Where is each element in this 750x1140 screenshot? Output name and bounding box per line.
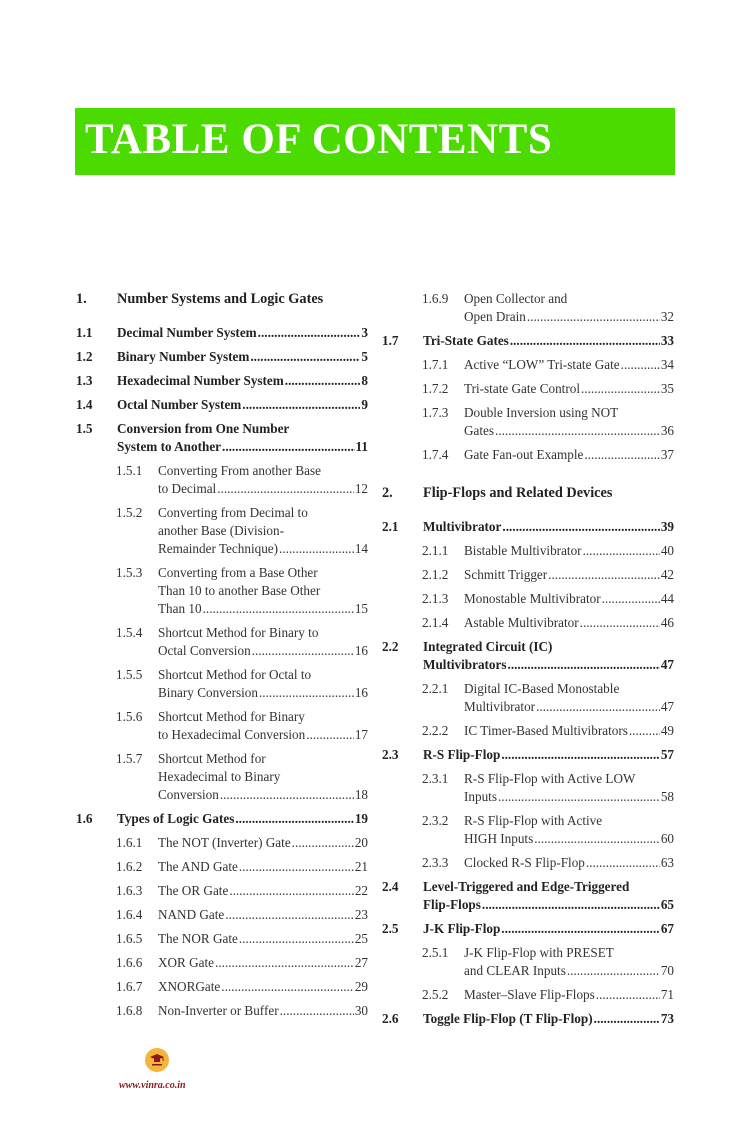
entry-title <box>423 518 674 536</box>
entry-number: 2. <box>382 485 393 501</box>
entry-title <box>117 420 368 456</box>
dot-leader <box>580 614 660 632</box>
entry-number: 1.5.1 <box>116 463 143 478</box>
entry-title <box>464 680 674 716</box>
entry-number: 1.6 <box>76 811 93 826</box>
entry-number: 1.3 <box>76 373 93 388</box>
entry-title <box>464 380 674 398</box>
dot-leader <box>203 600 354 618</box>
toc-entry-sub[interactable] <box>76 858 368 876</box>
dot-leader <box>621 356 660 374</box>
entry-title <box>464 854 674 872</box>
entry-title-line: another Base (Division- <box>158 523 284 538</box>
page-number: 34 <box>660 357 674 372</box>
entry-title-line: Binary Number System <box>117 349 250 364</box>
entry-title <box>158 504 368 558</box>
entry-number: 1.6.2 <box>116 859 143 874</box>
entry-title-line: Than 10 <box>158 601 202 616</box>
page-number: 49 <box>660 723 674 738</box>
entry-title-line: Active “LOW” Tri-state Gate <box>464 357 620 372</box>
entry-title-line: Non-Inverter or Buffer <box>158 1003 279 1018</box>
page-number: 57 <box>660 747 674 762</box>
entry-title <box>464 986 674 1004</box>
dot-leader <box>536 698 660 716</box>
page-number: 19 <box>354 811 368 826</box>
entry-number: 1.7.2 <box>422 381 449 396</box>
entry-number: 1.7.1 <box>422 357 449 372</box>
entry-number: 2.5 <box>382 921 399 936</box>
toc-entry-section[interactable] <box>76 324 368 342</box>
page-number: 18 <box>354 787 368 802</box>
dot-leader <box>222 438 355 456</box>
entry-number: 2.3.3 <box>422 855 449 870</box>
toc-entry-section[interactable] <box>382 518 674 536</box>
toc-entry-sub[interactable] <box>76 1002 368 1020</box>
toc-entry-section[interactable] <box>382 746 674 764</box>
toc-entry-sub[interactable] <box>382 986 674 1004</box>
entry-title-line: Level-Triggered and Edge-Triggered <box>423 879 630 894</box>
dot-leader <box>534 830 660 848</box>
toc-entry-section[interactable] <box>76 810 368 828</box>
dot-leader <box>258 324 361 342</box>
entry-title-line: Monostable Multivibrator <box>464 591 601 606</box>
page-number: 3 <box>361 325 368 340</box>
entry-number: 1.6.8 <box>116 1003 143 1018</box>
page-number: 37 <box>660 447 674 462</box>
entry-title-line: Shortcut Method for Octal to <box>158 667 312 682</box>
entry-title-line: HIGH Inputs <box>464 831 534 846</box>
dot-leader <box>280 1002 354 1020</box>
entry-number: 1.5.6 <box>116 709 143 724</box>
entry-number: 2.3.1 <box>422 771 449 786</box>
dot-leader <box>285 372 361 390</box>
entry-title-line: IC Timer-Based Multivibrators <box>464 723 628 738</box>
entry-title <box>423 746 674 764</box>
entry-title-line: Types of Logic Gates <box>117 811 235 826</box>
dot-leader <box>292 834 354 852</box>
dot-leader <box>279 540 354 558</box>
entry-title-line: Flip-Flops <box>423 897 481 912</box>
entry-number: 2.6 <box>382 1011 399 1026</box>
dot-leader <box>510 332 660 350</box>
entry-title <box>423 332 674 350</box>
page-number: 46 <box>660 615 674 630</box>
entry-title-line: Gate Fan-out Example <box>464 447 584 462</box>
page-number: 36 <box>660 423 674 438</box>
entry-title-line: Remainder Technique) <box>158 541 279 556</box>
entry-title-line: Octal Number System <box>117 397 242 412</box>
entry-title <box>423 920 674 938</box>
toc-entry-section[interactable] <box>382 1010 674 1028</box>
toc-entry-sub[interactable] <box>76 882 368 900</box>
toc-entry-sub[interactable] <box>76 564 368 618</box>
entry-number: 1.7 <box>382 333 399 348</box>
entry-title-line: XNORGate <box>158 979 221 994</box>
dot-leader <box>501 746 660 764</box>
entry-title <box>464 446 674 464</box>
entry-title-line: Multivibrator <box>464 699 536 714</box>
entry-title <box>464 812 674 848</box>
toc-entry-sub[interactable] <box>382 356 674 374</box>
entry-title-line: The AND Gate <box>158 859 238 874</box>
page-number: 5 <box>361 349 368 364</box>
toc-entry-sub[interactable] <box>382 380 674 398</box>
entry-title-line: Gates <box>464 423 495 438</box>
entry-title <box>464 590 674 608</box>
dot-leader <box>508 656 660 674</box>
toc-entry-sub[interactable] <box>382 590 674 608</box>
dot-leader <box>259 684 354 702</box>
toc-entry-sub[interactable] <box>382 770 674 806</box>
entry-number: 1.6.3 <box>116 883 143 898</box>
entry-title-line: R-S Flip-Flop <box>423 747 501 762</box>
entry-title <box>423 484 674 502</box>
entry-title <box>464 770 674 806</box>
entry-title-line: Double Inversion using NOT <box>464 405 619 420</box>
page-number: 70 <box>660 963 674 978</box>
entry-title <box>423 1010 674 1028</box>
toc-entry-section[interactable] <box>382 878 674 914</box>
page-number: 30 <box>354 1003 368 1018</box>
entry-title <box>158 954 368 972</box>
toc-entry-sub[interactable] <box>76 666 368 702</box>
dot-leader <box>250 348 360 366</box>
toc-entry-section[interactable] <box>76 348 368 366</box>
toc-entry-sub[interactable] <box>382 542 674 560</box>
entry-title-line: Converting From another Base <box>158 463 321 478</box>
entry-number: 1.4 <box>76 397 93 412</box>
toc-entry-sub[interactable] <box>76 624 368 660</box>
dot-leader <box>229 882 354 900</box>
dot-leader <box>501 920 660 938</box>
dot-leader <box>252 642 354 660</box>
entry-title-line: R-S Flip-Flop with Active <box>464 813 603 828</box>
entry-title-line: Inputs <box>464 789 497 804</box>
toc-entry-section[interactable] <box>76 420 368 456</box>
dot-leader <box>242 396 360 414</box>
dot-leader <box>217 480 354 498</box>
toc-entry-section[interactable] <box>382 920 674 938</box>
entry-title <box>158 624 368 660</box>
entry-title <box>464 404 674 440</box>
entry-title-line: Multivibrator <box>423 519 502 534</box>
entry-title-line: Bistable Multivibrator <box>464 543 582 558</box>
dot-leader <box>215 954 354 972</box>
entry-number: 1.6.1 <box>116 835 143 850</box>
entry-title-line: Schmitt Trigger <box>464 567 548 582</box>
entry-title-line: Than 10 to another Base Other <box>158 583 321 598</box>
entry-number: 2.2.2 <box>422 723 449 738</box>
page-number: 17 <box>354 727 368 742</box>
toc-entry-sub[interactable] <box>382 290 674 326</box>
dot-leader <box>584 446 659 464</box>
entry-title-line: Decimal Number System <box>117 325 257 340</box>
toc-entry-section[interactable] <box>76 372 368 390</box>
toc-entry-sub[interactable] <box>76 906 368 924</box>
entry-title-line: and CLEAR Inputs <box>464 963 566 978</box>
entry-number: 2.1.3 <box>422 591 449 606</box>
entry-number: 1.1 <box>76 325 93 340</box>
entry-title-line: Number Systems and Logic Gates <box>117 291 324 307</box>
toc-entry-sub[interactable] <box>382 566 674 584</box>
dot-leader <box>586 854 660 872</box>
entry-title <box>158 858 368 876</box>
entry-title-line: Converting from a Base Other <box>158 565 318 580</box>
dot-leader <box>502 518 659 536</box>
page-number: 60 <box>660 831 674 846</box>
entry-number: 2.1.4 <box>422 615 449 630</box>
toc-entry-sub[interactable] <box>76 462 368 498</box>
dot-leader <box>527 308 660 326</box>
entry-title <box>423 638 674 674</box>
entry-title-line: Tri-State Gates <box>423 333 509 348</box>
toc-entry-section[interactable] <box>76 396 368 414</box>
entry-title <box>464 944 674 980</box>
website-url[interactable]: www.vinra.co.in <box>119 1080 186 1091</box>
dot-leader <box>495 422 660 440</box>
dot-leader <box>225 906 354 924</box>
page-number: 33 <box>660 333 674 348</box>
entry-title-line: Conversion from One Number <box>117 421 290 436</box>
entry-title <box>464 542 674 560</box>
entry-title-line: Tri-state Gate Control <box>464 381 580 396</box>
toc-entry-section[interactable] <box>382 638 674 674</box>
entry-number: 2.5.2 <box>422 987 449 1002</box>
toc-entry-chapter[interactable] <box>76 290 368 308</box>
entry-number: 1.6.5 <box>116 931 143 946</box>
dot-leader <box>594 1010 660 1028</box>
entry-title-line: NAND Gate <box>158 907 225 922</box>
entry-number: 1.7.3 <box>422 405 449 420</box>
toc-entry-sub[interactable] <box>76 750 368 804</box>
page-number: 71 <box>660 987 674 1002</box>
page-number: 22 <box>354 883 368 898</box>
entry-title-line: Hexadecimal to Binary <box>158 769 281 784</box>
entry-title <box>158 666 368 702</box>
toc-entry-sub[interactable] <box>382 722 674 740</box>
toc-entry-sub[interactable] <box>76 954 368 972</box>
page-number: 73 <box>660 1011 674 1026</box>
entry-title-line: Binary Conversion <box>158 685 258 700</box>
entry-title-line: Multivibrators <box>423 657 507 672</box>
entry-title <box>158 906 368 924</box>
page-number: 14 <box>354 541 368 556</box>
entry-title-line: Flip-Flops and Related Devices <box>423 485 613 501</box>
entry-number: 2.5.1 <box>422 945 449 960</box>
toc-entry-sub[interactable] <box>76 708 368 744</box>
entry-title-line: Integrated Circuit (IC) <box>423 639 553 654</box>
entry-title-line: J-K Flip-Flop with PRESET <box>464 945 614 960</box>
toc-entry-sub[interactable] <box>76 834 368 852</box>
dot-leader <box>581 380 660 398</box>
entry-title <box>423 878 674 914</box>
entry-title <box>464 290 674 326</box>
title-banner <box>75 108 675 175</box>
entry-title <box>464 566 674 584</box>
dot-leader <box>602 590 660 608</box>
entry-number: 2.1.2 <box>422 567 449 582</box>
entry-number: 1.7.4 <box>422 447 449 462</box>
entry-number: 1.5.7 <box>116 751 143 766</box>
entry-title <box>464 614 674 632</box>
entry-number: 2.3 <box>382 747 399 762</box>
entry-title <box>117 810 368 828</box>
entry-title <box>158 1002 368 1020</box>
toc-entry-sub[interactable] <box>76 978 368 996</box>
dot-leader <box>596 986 660 1004</box>
entry-title-line: Open Drain <box>464 309 526 324</box>
page-number: 23 <box>354 907 368 922</box>
toc-entry-chapter[interactable] <box>382 484 674 502</box>
entry-title-line: The OR Gate <box>158 883 229 898</box>
page-number: 25 <box>354 931 368 946</box>
entry-number: 1.5.2 <box>116 505 143 520</box>
entry-title-line: The NOT (Inverter) Gate <box>158 835 291 850</box>
dot-leader <box>239 930 354 948</box>
entry-title <box>117 324 368 342</box>
page-number: 11 <box>355 439 368 454</box>
toc-entry-sub[interactable] <box>382 446 674 464</box>
entry-title <box>464 722 674 740</box>
page-number: 8 <box>361 373 368 388</box>
page-number: 27 <box>354 955 368 970</box>
graduation-cap-icon <box>145 1048 169 1072</box>
dot-leader <box>221 978 354 996</box>
entry-title-line: Shortcut Method for Binary to <box>158 625 319 640</box>
dot-leader <box>306 726 354 744</box>
dot-leader <box>482 896 660 914</box>
toc-entry-sub[interactable] <box>382 680 674 716</box>
page-number: 16 <box>354 643 368 658</box>
entry-title <box>158 708 368 744</box>
entry-title-line: Clocked R-S Flip-Flop <box>464 855 585 870</box>
entry-title-line: Toggle Flip-Flop (T Flip-Flop) <box>423 1011 593 1026</box>
entry-title <box>117 372 368 390</box>
toc-right-column <box>382 290 674 1034</box>
entry-number: 1.5.3 <box>116 565 143 580</box>
toc-entry-sub[interactable] <box>382 854 674 872</box>
entry-title-line: Master–Slave Flip-Flops <box>464 987 595 1002</box>
entry-title-line: Conversion <box>158 787 219 802</box>
entry-title <box>158 882 368 900</box>
entry-number: 1.6.7 <box>116 979 143 994</box>
toc-entry-section[interactable] <box>382 332 674 350</box>
entry-number: 1.5.5 <box>116 667 143 682</box>
entry-title-line: Hexadecimal Number System <box>117 373 284 388</box>
entry-title-line: Open Collector and <box>464 291 568 306</box>
page-number: 15 <box>354 601 368 616</box>
entry-number: 1.6.9 <box>422 291 449 306</box>
toc-entry-sub[interactable] <box>382 614 674 632</box>
toc-entry-sub[interactable] <box>382 404 674 440</box>
entry-title-line: R-S Flip-Flop with Active LOW <box>464 771 636 786</box>
toc-entry-sub[interactable] <box>382 944 674 980</box>
page-number: 35 <box>660 381 674 396</box>
page-number: 39 <box>660 519 674 534</box>
dot-leader <box>239 858 354 876</box>
page-number: 32 <box>660 309 674 324</box>
entry-title-line: to Hexadecimal Conversion <box>158 727 306 742</box>
entry-title <box>464 356 674 374</box>
entry-title-line: XOR Gate <box>158 955 215 970</box>
page-number: 67 <box>660 921 674 936</box>
entry-title-line: Shortcut Method for Binary <box>158 709 305 724</box>
entry-title-line: to Decimal <box>158 481 217 496</box>
page-number: 16 <box>354 685 368 700</box>
entry-number: 1. <box>76 291 87 307</box>
entry-number: 1.6.6 <box>116 955 143 970</box>
entry-number: 2.1.1 <box>422 543 449 558</box>
entry-title <box>158 834 368 852</box>
entry-number: 1.6.4 <box>116 907 143 922</box>
page-number: 58 <box>660 789 674 804</box>
entry-title-line: Astable Multivibrator <box>464 615 579 630</box>
entry-title <box>117 396 368 414</box>
dot-leader <box>498 788 660 806</box>
entry-title <box>158 750 368 804</box>
page-title: TABLE OF CONTENTS <box>85 116 553 163</box>
entry-title <box>158 564 368 618</box>
entry-number: 1.5.4 <box>116 625 143 640</box>
dot-leader <box>220 786 354 804</box>
page-number: 47 <box>660 699 674 714</box>
entry-title-line: Digital IC-Based Monostable <box>464 681 620 696</box>
entry-title <box>117 348 368 366</box>
entry-number: 1.5 <box>76 421 93 436</box>
toc-entry-sub[interactable] <box>382 812 674 848</box>
entry-title-line: System to Another <box>117 439 222 454</box>
page-number: 63 <box>660 855 674 870</box>
entry-title-line: The NOR Gate <box>158 931 238 946</box>
page-number: 44 <box>660 591 674 606</box>
dot-leader <box>235 810 353 828</box>
page-number: 9 <box>361 397 368 412</box>
dot-leader <box>548 566 660 584</box>
entry-title <box>158 462 368 498</box>
entry-title <box>158 978 368 996</box>
entry-number: 2.2.1 <box>422 681 449 696</box>
page-number: 65 <box>660 897 674 912</box>
page-number: 21 <box>354 859 368 874</box>
page-number: 12 <box>354 481 368 496</box>
toc-entry-sub[interactable] <box>76 930 368 948</box>
entry-number: 2.1 <box>382 519 399 534</box>
toc-entry-sub[interactable] <box>76 504 368 558</box>
entry-title <box>158 930 368 948</box>
toc-left-column <box>76 290 368 1026</box>
page-number: 42 <box>660 567 674 582</box>
entry-title <box>117 290 368 308</box>
entry-number: 2.2 <box>382 639 399 654</box>
entry-title-line: J-K Flip-Flop <box>423 921 501 936</box>
page-number: 47 <box>660 657 674 672</box>
dot-leader <box>567 962 660 980</box>
entry-number: 2.3.2 <box>422 813 449 828</box>
page-number: 40 <box>660 543 674 558</box>
entry-number: 2.4 <box>382 879 399 894</box>
entry-number: 1.2 <box>76 349 93 364</box>
entry-title-line: Shortcut Method for <box>158 751 266 766</box>
entry-title-line: Converting from Decimal to <box>158 505 308 520</box>
dot-leader <box>583 542 660 560</box>
page-number: 29 <box>354 979 368 994</box>
page-number: 20 <box>354 835 368 850</box>
entry-title-line: Octal Conversion <box>158 643 251 658</box>
dot-leader <box>629 722 660 740</box>
